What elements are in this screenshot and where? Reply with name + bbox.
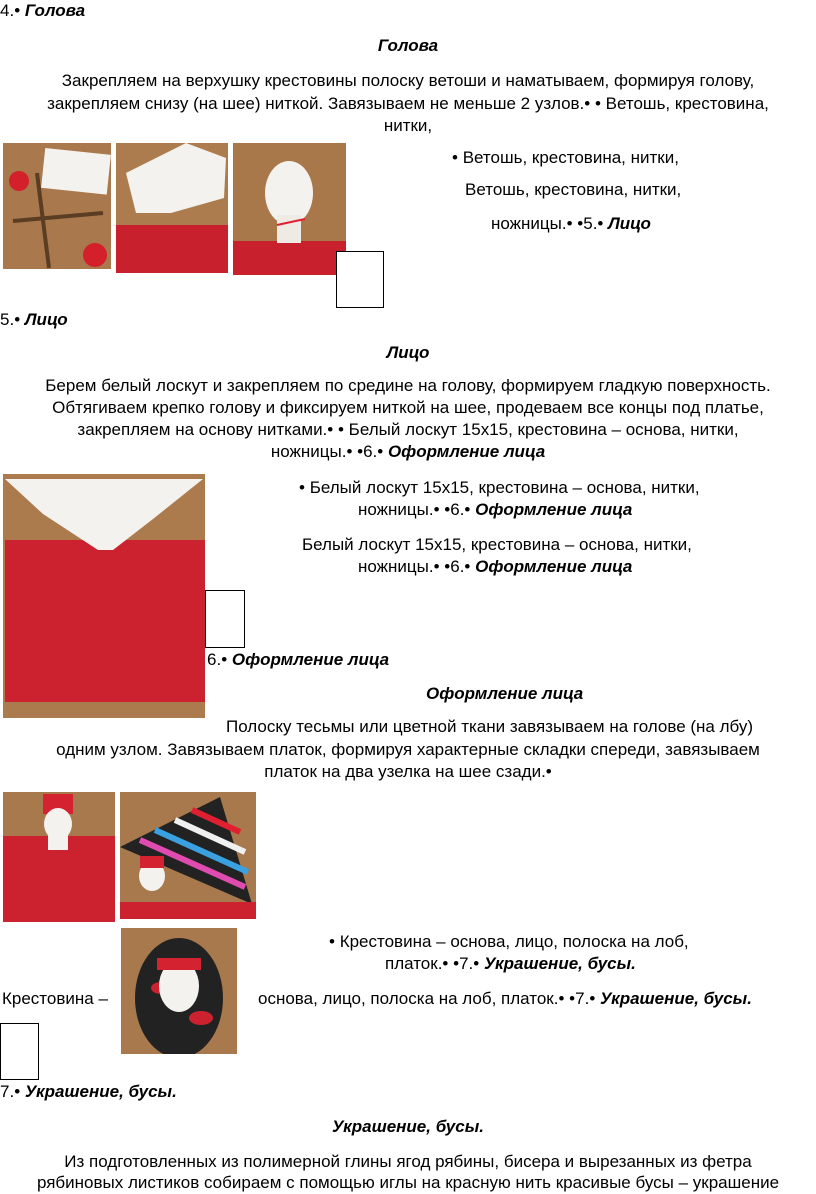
section-5-right-2: ножницы.• •6.• Оформление лица	[358, 500, 633, 519]
bullet-glyph: •	[597, 214, 604, 233]
section-5-right-3: Белый лоскут 15x15, крестовина – основа, нитки,	[302, 535, 692, 554]
bullet-glyph: •	[589, 989, 596, 1008]
bullet-glyph: •	[433, 557, 440, 576]
section-5-line-2: Обтягиваем крепко голову и фиксируем ниткой на шее, продеваем все концы под платье,	[52, 398, 764, 417]
section-5-right-4: ножницы.• •6.• Оформление лица	[358, 557, 633, 576]
bullet-glyph: •	[594, 94, 601, 113]
section-4-title: 4.• Голова	[0, 1, 86, 20]
bullet-glyph: •	[545, 762, 552, 781]
section-6-right-2: платок.• •7.• Украшение, бусы.	[385, 954, 636, 973]
photo-doll-scarf	[120, 792, 256, 919]
section-4-line-1: Закрепляем на верхушку крестовины полоску ветоши и наматываем, формируя голову,	[61, 71, 755, 90]
section-4-heading: Голова	[377, 36, 439, 55]
photo-wrapped-head	[233, 143, 346, 275]
section-5-heading: Лицо	[386, 343, 430, 362]
bullet-glyph: •	[473, 954, 480, 973]
bullet-glyph: •	[346, 442, 353, 461]
photo-white-face-cloth-art	[3, 474, 205, 718]
bullet-glyph: •	[14, 1, 21, 20]
bullet-glyph: •	[337, 420, 344, 439]
section-5-line-3: закрепляем на основу нитками.• • Белый лоскут 15x15, крестовина – основа, нитки,	[77, 420, 739, 439]
section-5-right-1: • Белый лоскут 15x15, крестовина – основа, нитки,	[299, 478, 700, 497]
photo-cloth-on-cross-art	[116, 143, 228, 273]
bullet-glyph: •	[221, 650, 228, 669]
section-6-line-1: Полоску тесьмы или цветной ткани завязываем на голове (на лбу)	[226, 717, 754, 736]
section-4-right-2: Ветошь, крестовина, нитки,	[465, 180, 682, 199]
section-7-heading: Украшение, бусы.	[332, 1117, 484, 1136]
bullet-glyph: •	[14, 310, 21, 329]
section-4-right-1: • Ветошь, крестовина, нитки,	[452, 148, 679, 167]
photo-doll-finished	[121, 928, 237, 1054]
photo-wrapped-head-art	[233, 143, 346, 275]
section-6-left-1: Крестовина –	[2, 989, 108, 1008]
photo-doll-scarf-art	[120, 792, 256, 919]
section-6-left-2: основа, лицо, полоска на лоб, платок.• •7.• Украшение, бусы.	[258, 989, 752, 1008]
photo-cloth-on-cross	[116, 143, 228, 273]
bullet-glyph: •	[569, 989, 576, 1008]
empty-frame-2	[205, 590, 245, 648]
photo-doll-finished-art	[121, 928, 237, 1054]
section-4-line-2: закрепляем снизу (на шее) ниткой. Завязываем не меньше 2 узлов.• • Ветошь, крестовина,	[47, 94, 769, 113]
section-6-heading: Оформление лица	[426, 684, 584, 703]
bullet-glyph: •	[14, 1082, 21, 1101]
bullet-glyph: •	[377, 442, 384, 461]
section-7-title: 7.• Украшение, бусы.	[0, 1082, 177, 1101]
section-7-line-2: рябиновых листиков собираем с помощью иглы на красную нить красивые бусы – украшение	[36, 1173, 780, 1192]
section-5-line-4: ножницы.• •6.• Оформление лица	[270, 442, 546, 461]
bullet-glyph: •	[444, 557, 451, 576]
photo-doll-red-art	[3, 792, 115, 922]
section-6-line-3: платок на два узелка на шее сзади.•	[264, 762, 552, 781]
bullet-glyph: •	[444, 500, 451, 519]
section-6-line-2: одним узлом. Завязываем платок, формируя характерные складки спереди, завязываем	[56, 740, 760, 759]
photo-cross-and-cloth	[3, 143, 111, 269]
bullet-glyph: •	[299, 478, 305, 497]
section-4-line-3: нитки,	[383, 116, 433, 135]
empty-frame	[336, 251, 384, 308]
empty-frame-3	[0, 1023, 39, 1080]
bullet-glyph: •	[577, 214, 584, 233]
section-5-title: 5.• Лицо	[0, 310, 68, 329]
bullet-glyph: •	[327, 420, 334, 439]
bullet-glyph: •	[329, 932, 335, 951]
bullet-glyph: •	[584, 94, 591, 113]
bullet-glyph: •	[453, 954, 460, 973]
section-6-right-1: • Крестовина – основа, лицо, полоска на лоб,	[329, 932, 689, 951]
bullet-glyph: •	[566, 214, 573, 233]
bullet-glyph: •	[452, 148, 458, 167]
section-5-line-1: Берем белый лоскут и закрепляем по средине на голову, формируем гладкую поверхность.	[45, 376, 771, 395]
section-7-line-1: Из подготовленных из полимерной глины ягод рябины, бисера и вырезанных из фетра	[64, 1152, 752, 1171]
bullet-glyph: •	[442, 954, 449, 973]
bullet-glyph: •	[558, 989, 565, 1008]
bullet-glyph: •	[464, 500, 471, 519]
photo-white-face-cloth	[3, 474, 205, 718]
bullet-glyph: •	[357, 442, 364, 461]
section-6-title: 6.• Оформление лица	[207, 650, 390, 669]
bullet-glyph: •	[464, 557, 471, 576]
photo-doll-red	[3, 792, 115, 922]
bullet-glyph: •	[433, 500, 440, 519]
section-4-right-3: ножницы.• •5.• Лицо	[491, 214, 651, 233]
photo-cross-and-cloth-art	[3, 143, 111, 269]
